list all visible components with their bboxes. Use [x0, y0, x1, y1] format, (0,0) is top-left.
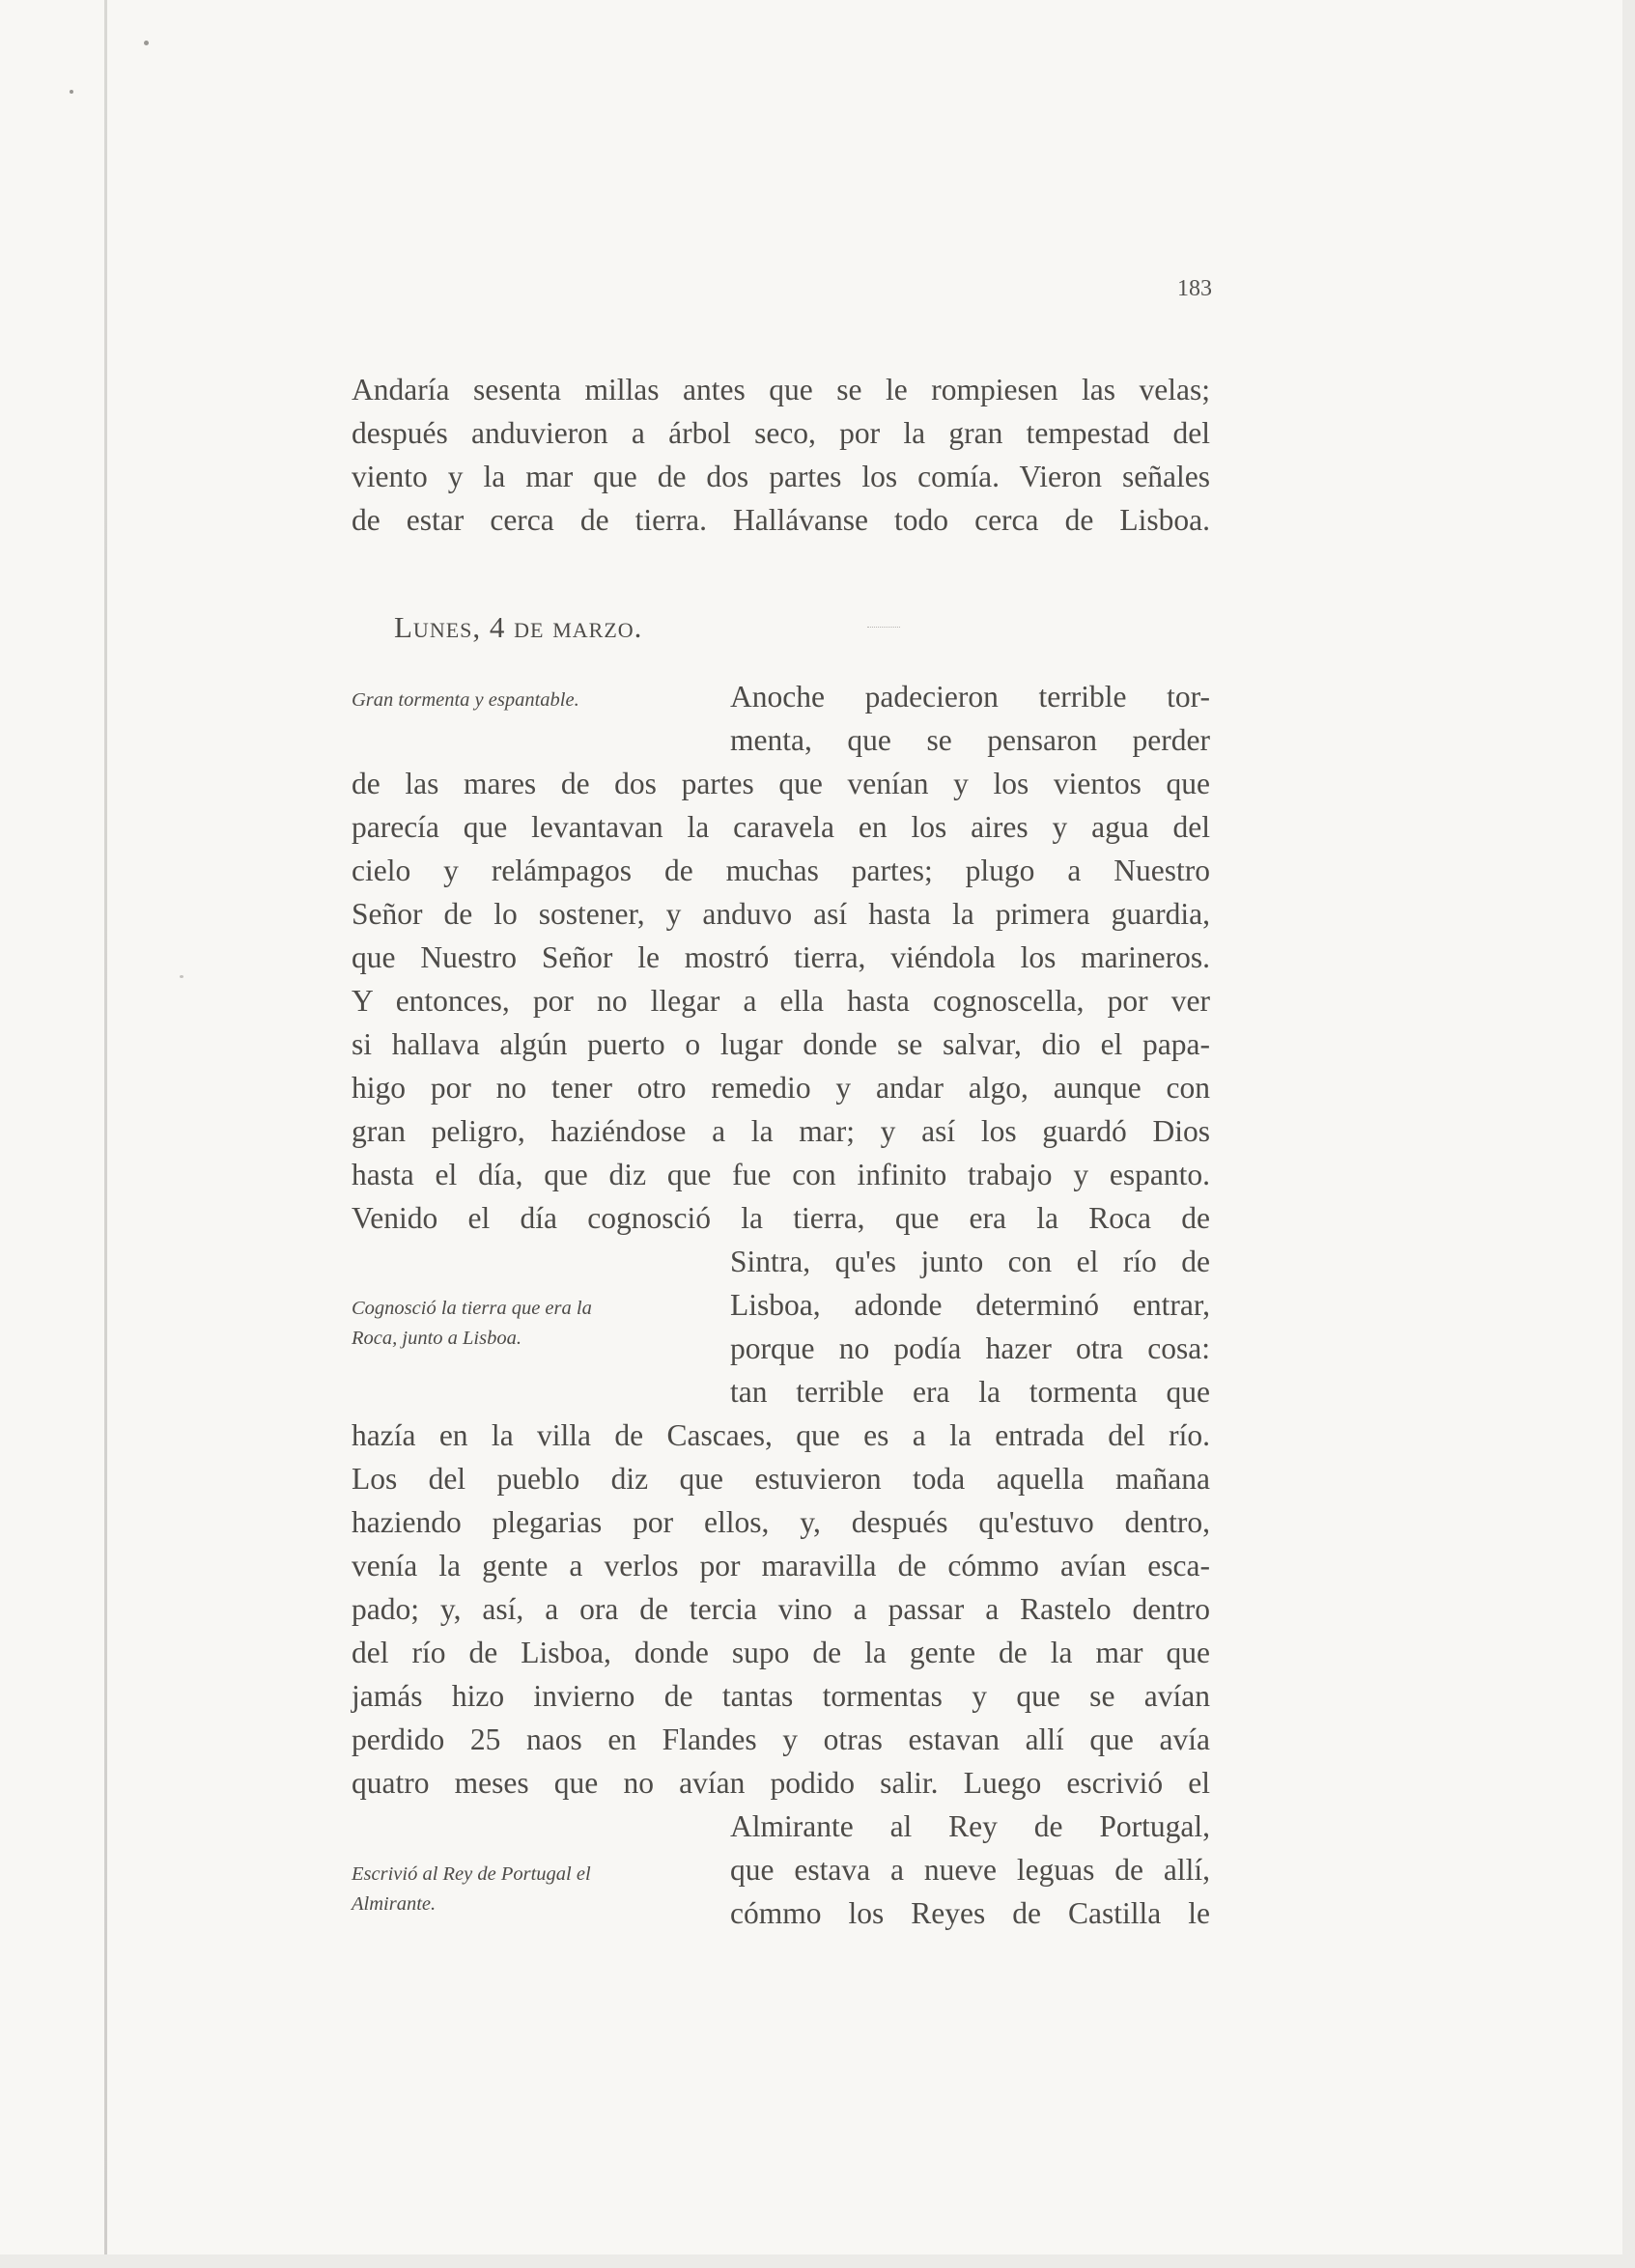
text-line: perdido 25 naos en Flandes y otras estavan allí que avía	[352, 1722, 1210, 1756]
text-line: Andaría sesenta millas antes que se le rompiesen las velas;	[352, 373, 1210, 406]
margin-note-line: Cognosció la tierra que era la	[352, 1298, 592, 1319]
text-line: hasta el día, que diz que fue con infinito trabajo y espanto.	[352, 1158, 1210, 1191]
page-number: 183	[1177, 276, 1212, 301]
binding-edge	[104, 0, 107, 2254]
text-line: después anduvieron a árbol seco, por la gran tempestad del	[352, 416, 1210, 450]
text-line: si hallava algún puerto o lugar donde se salvar, dio el papa-	[352, 1027, 1210, 1061]
margin-note-line: Roca, junto a Lisboa.	[352, 1328, 522, 1349]
margin-note-line: Almirante.	[352, 1893, 437, 1915]
margin-note	[352, 1294, 680, 1354]
text-line: Almirante al Rey de Portugal,	[730, 1809, 1210, 1843]
text-line: pado; y, así, a ora de tercia vino a passar a Rastelo dentro	[352, 1592, 1210, 1626]
text-line: jamás hizo invierno de tantas tormentas y que se avían	[352, 1679, 1210, 1713]
margin-note	[352, 1860, 680, 1919]
text-line: hazía en la villa de Cascaes, que es a la entrada del río.	[352, 1418, 1210, 1452]
margin-note-line: Escrivió al Rey de Portugal el	[352, 1863, 591, 1885]
text-line: cómmo los Reyes de Castilla le	[730, 1896, 1210, 1930]
text-line: gran peligro, haziéndose a la mar; y así los guardó Dios	[352, 1114, 1210, 1148]
text-line: menta, que se pensaron perder	[730, 723, 1210, 757]
text-line: cielo y relámpagos de muchas partes; plugo a Nuestro	[352, 854, 1210, 887]
paper-speck	[70, 90, 73, 94]
section-heading: Lunes, 4 de marzo.	[394, 610, 643, 644]
pencil-mark	[867, 627, 900, 628]
margin-note	[352, 686, 680, 715]
text-line: Venido el día cognosció la tierra, que era la Roca de	[352, 1201, 1210, 1235]
text-line: quatro meses que no avían podido salir. Luego escrivió el	[352, 1766, 1210, 1800]
text-line: Y entonces, por no llegar a ella hasta cognoscella, por ver	[352, 984, 1210, 1018]
text-line: que Nuestro Señor le mostró tierra, viéndola los marineros.	[352, 940, 1210, 974]
text-line: de estar cerca de tierra. Hallávanse todo cerca de Lisboa.	[352, 503, 1210, 537]
text-line: parecía que levantavan la caravela en los aires y agua del	[352, 810, 1210, 844]
text-line: Los del pueblo diz que estuvieron toda aquella mañana	[352, 1462, 1210, 1496]
text-line: venía la gente a verlos por maravilla de cómmo avían esca-	[352, 1549, 1210, 1582]
text-line: tan terrible era la tormenta que	[730, 1375, 1210, 1409]
margin-note-line: Gran tormenta y espantable.	[352, 689, 579, 711]
paper-speck	[144, 41, 149, 45]
text-line: Señor de lo sostener, y anduvo así hasta la primera guardia,	[352, 897, 1210, 931]
text-line: porque no podía hazer otra cosa:	[730, 1331, 1210, 1365]
paper-speck	[180, 975, 183, 978]
text-line: Anoche padecieron terrible tor-	[730, 680, 1210, 714]
text-line: de las mares de dos partes que venían y los vientos que	[352, 767, 1210, 800]
text-line: Lisboa, adonde determinó entrar,	[730, 1288, 1210, 1322]
text-line: Sintra, qu'es junto con el río de	[730, 1245, 1210, 1278]
text-line: higo por no tener otro remedio y andar algo, aunque con	[352, 1071, 1210, 1105]
text-line: que estava a nueve leguas de allí,	[730, 1853, 1210, 1887]
text-line: haziendo plegarias por ellos, y, después qu'estuvo dentro,	[352, 1505, 1210, 1539]
text-line: del río de Lisboa, donde supo de la gente de la mar que	[352, 1636, 1210, 1669]
text-line: viento y la mar que de dos partes los comía. Vieron señales	[352, 460, 1210, 493]
